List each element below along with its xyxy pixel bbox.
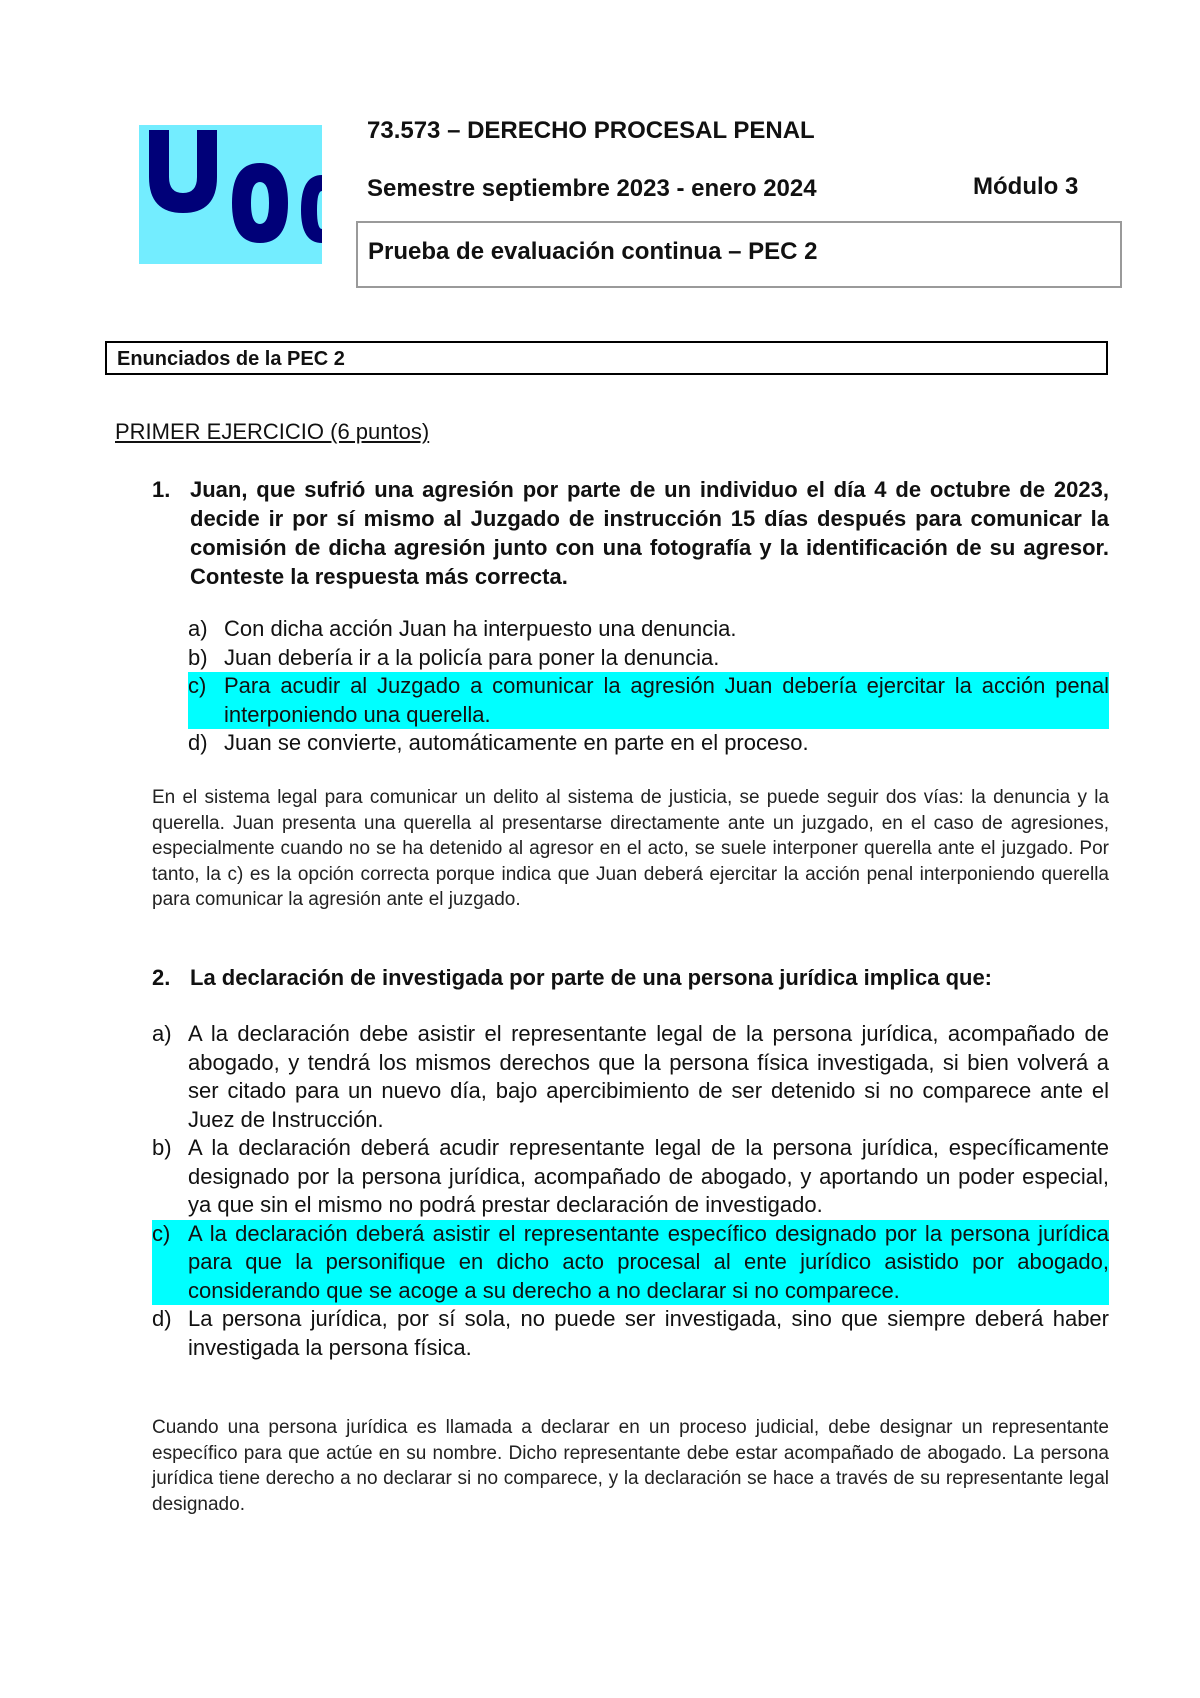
option-c-correct [152,1220,1109,1306]
option-b [152,1134,1109,1220]
question-1-explanation: En el sistema legal para comunicar un delito al sistema de justicia, se puede seguir dos vías: la denuncia y la querella. Juan presenta una querella al presentarse directamente ante un juzgado, en el caso de agresiones, especialmente cuando no se ha detenido al agresor en el acto, se suele interponer querella ante el juzgado. Por tanto, la c) es la opción correcta porque indica que Juan deberá ejercitar la acción penal interponiendo querella para comunicar la agresión ante el juzgado. [152,787,1109,910]
enunciados-title: Enunciados de la PEC 2 [117,348,345,370]
option-text: Juan debería ir a la policía para poner la denuncia. [224,644,720,670]
question-2-explanation: Cuando una persona jurídica es llamada a declarar en un proceso judicial, debe designar un representante específico para que actúe en su nombre. Dicho representante debe estar acompañado de abogado. La persona jurídica tiene derecho a no declarar si no comparece, y la declaración se hace a través de su representante legal designado. [152,1417,1109,1515]
option-text: A la declaración debe asistir el representante legal de la persona jurídica, acompañado de abogado, y tendrá los mismos derechos que la persona física investigada, si bien volverá a ser citado para un nuevo día, bajo apercibimiento de ser detenido si no comparece ante el Juez de Instrucción. [188,1021,1109,1132]
question-text: La declaración de investigada por parte de una persona jurídica implica que: [190,965,993,990]
option-label: c) [188,673,207,698]
option-text: Juan se convierte, automáticamente en parte en el proceso. [224,730,809,755]
pec-title-box [356,221,1122,288]
enunciados-box [105,341,1108,375]
option-text: Con dicha acción Juan ha interpuesto una denuncia. [224,616,737,641]
option-c-correct [188,672,1109,729]
question-number: 2. [152,965,171,990]
option-label: b) [152,1135,172,1160]
section-title: PRIMER EJERCICIO (6 puntos) [115,419,430,444]
question-1-options [188,615,1109,758]
option-a [188,615,1109,644]
module-label: Módulo 3 [973,173,1079,200]
option-label: b) [188,644,208,670]
question-1 [152,475,1109,591]
question-2-options [152,1020,1109,1362]
option-d [188,729,1109,758]
option-text: A la declaración deberá asistir el representante específico designado por la persona jurídica para que la personifique en dicho acto procesal al ente jurídico asistido por abogado, considerando que se acoge a su derecho a no declarar si no comparece. [188,1220,1109,1303]
option-a [152,1020,1109,1134]
option-label: d) [152,1306,172,1331]
course-title: 73.573 – DERECHO PROCESAL PENAL [367,117,815,144]
option-label: a) [188,616,208,641]
option-b [188,644,1109,673]
option-text: Para acudir al Juzgado a comunicar la agresión Juan debería ejercitar la acción penal interponiendo una querella. [224,673,1109,727]
option-d [152,1305,1109,1362]
uoc-logo [139,125,322,264]
pec-title: Prueba de evaluación continua – PEC 2 [368,238,818,265]
option-text: La persona jurídica, por sí sola, no puede ser investigada, sino que siempre deberá haber investigada la persona física. [188,1306,1109,1360]
question-text: Juan, que sufrió una agresión por parte de un individuo el día 4 de octubre de 2023, decide ir por sí mismo al Juzgado de instrucción 15 días después para comunicar la comisión de dicha agresión junto con una fotografía y la identificación de su agresor. Conteste la respuesta más correcta. [190,477,1109,589]
option-label: a) [152,1021,172,1046]
question-2 [152,963,1109,992]
option-text: A la declaración deberá acudir representante legal de la persona jurídica, específicamente designado por la persona jurídica, acompañado de abogado, y aportando un poder especial, ya que sin el mismo no podrá prestar declaración de investigado. [188,1135,1109,1217]
option-label: d) [188,730,208,755]
semester-label: Semestre septiembre 2023 - enero 2024 [367,175,817,202]
question-number: 1. [152,477,171,502]
option-label: c) [152,1220,171,1246]
